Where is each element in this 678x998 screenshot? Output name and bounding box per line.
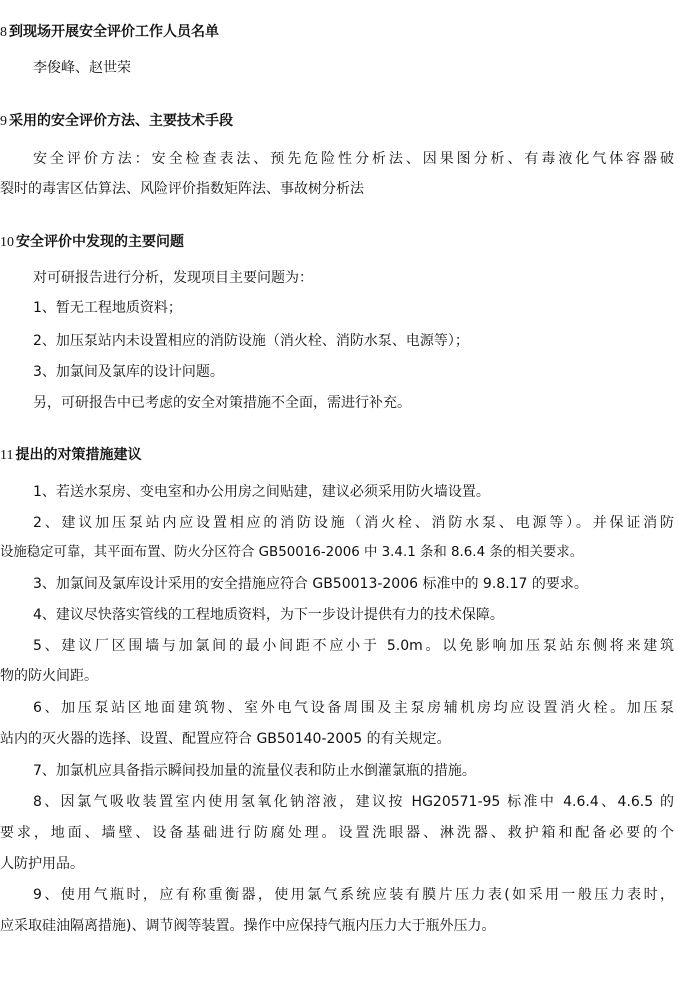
- section-title: 提出的对策措施建议: [15, 447, 142, 463]
- section-title: 到现场开展安全评价工作人员名单: [9, 24, 219, 40]
- staff-names: 李俊峰、赵世荣: [33, 60, 131, 76]
- section-title: 安全评价中发现的主要问题: [16, 234, 184, 250]
- list-item: 1、暂无工程地质资料；: [33, 300, 182, 316]
- paragraph-line: 对可研报告进行分析，发现项目主要问题为：: [33, 270, 313, 286]
- section-number: 8: [0, 25, 7, 40]
- section-heading-9: [0, 110, 233, 130]
- section-number: 11: [0, 448, 14, 463]
- paragraph-line: 裂时的毒害区估算法、风险评价指数矩阵法、事故树分析法: [0, 181, 364, 197]
- list-item: 3、加氯间及氯库设计采用的安全措施应符合 GB50013-2006 标准中的 9.8.17 的要求。: [33, 576, 588, 592]
- paragraph-line: 设施稳定可靠，其平面布置、防火分区符合 GB50016-2006 中 3.4.1 条和 8.6.4 条的相关要求。: [0, 545, 584, 560]
- section-heading-10: [0, 231, 184, 251]
- paragraph-line: 人防护用品。: [0, 856, 84, 872]
- section-title: 采用的安全评价方法、主要技术手段: [9, 113, 233, 129]
- paragraph-line: 物的防火间距。: [0, 668, 98, 684]
- paragraph-line: 站内的灭火器的选择、设置、配置应符合 GB50140-2005 的有关规定。: [0, 731, 451, 747]
- list-item: 3、加氯间及氯库的设计问题。: [33, 364, 224, 380]
- section-number: 9: [0, 114, 7, 129]
- paragraph-line: 要求，地面、墙壁、设备基础进行防腐处理。设置洗眼器、淋洗器、救护箱和配备必要的个: [0, 825, 674, 841]
- section-heading-8: [0, 21, 219, 41]
- section-heading-11: [0, 444, 141, 464]
- list-item: 2、建议加压泵站内应设置相应的消防设施（消火栓、消防水泵、电源等）。并保证消防: [33, 515, 674, 531]
- list-item: 6、加压泵站区地面建筑物、室外电气设备周围及主泵房辅机房均应设置消火栓。加压泵: [33, 700, 674, 716]
- paragraph-line: 安全评价方法：安全检查表法、预先危险性分析法、因果图分析、有毒液化气体容器破: [33, 151, 674, 167]
- list-item: 8、因氯气吸收装置室内使用氢氧化钠溶液，建议按 HG20571-95 标准中 4.6.4、4.6.5 的: [33, 794, 674, 810]
- list-item: 2、加压泵站内未设置相应的消防设施（消火栓、消防水泵、电源等）；: [33, 333, 469, 349]
- list-item: 1、若送水泵房、变电室和办公用房之间贴建，建议必须采用防火墙设置。: [33, 484, 490, 500]
- list-item: 4、建议尽快落实管线的工程地质资料，为下一步设计提供有力的技术保障。: [33, 607, 504, 623]
- list-item: 5、建议厂区围墙与加氯间的最小间距不应小于 5.0m。以免影响加压泵站东侧将来建筑: [33, 638, 674, 654]
- paragraph-line: 另，可研报告中已考虑的安全对策措施不全面，需进行补充。: [33, 395, 411, 411]
- paragraph-line: 应采取硅油隔离措施)、调节阀等装置。操作中应保持气瓶内压力大于瓶外压力。: [0, 918, 496, 934]
- list-item: 7、加氯机应具备指示瞬间投加量的流量仪表和防止水倒灌氯瓶的措施。: [33, 763, 476, 779]
- section-number: 10: [0, 235, 14, 250]
- list-item: 9、使用气瓶时，应有称重衡器，使用氯气系统应装有膜片压力表(如采用一般压力表时，: [33, 887, 674, 903]
